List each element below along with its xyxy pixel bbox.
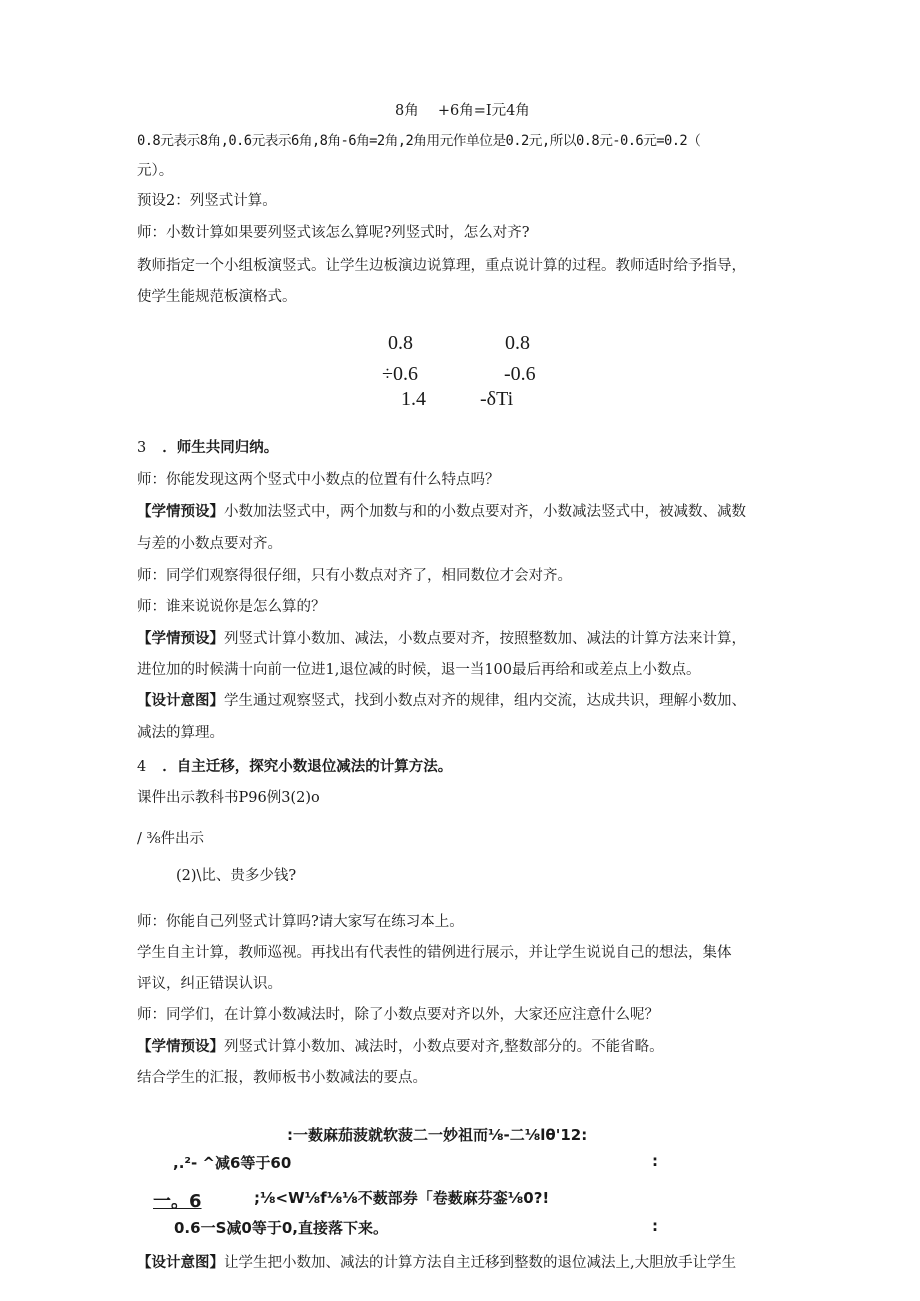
- tag-learning-preset: 【学情预设】: [137, 1039, 224, 1055]
- section-4-heading: [137, 757, 452, 777]
- board-line-4: 0.6一S减0等于0,直接落下来。: [174, 1219, 388, 1237]
- learning-preset-1: 【学情预设】小数加法竖式中，两个加数与和的小数点要对齐，小数减法竖式中，被减数、减数: [137, 504, 746, 520]
- board-line-2-colon: :: [652, 1152, 658, 1170]
- teacher-remark: 师：同学们观察得很仔细，只有小数点对齐了，相同数位才会对齐。: [137, 568, 572, 584]
- board-intro: 结合学生的汇报，教师板书小数减法的要点。: [137, 1070, 427, 1086]
- student-activity-cont: 评议，纠正错误认识。: [137, 976, 282, 992]
- section-3-title: ．师生共同归纳。: [162, 440, 279, 456]
- learning-preset-1-cont: 与差的小数点要对齐。: [137, 536, 282, 552]
- learning-preset-3: 【学情预设】列竖式计算小数加、减法时，小数点要对齐,整数部分的。不能省略。: [137, 1039, 664, 1055]
- calc-a-operand: ÷0.6: [382, 363, 418, 385]
- courseware-display-label: / ⅜件出示: [137, 831, 205, 847]
- tag-design-intent: 【设计意图】: [137, 1255, 224, 1271]
- tag-design-intent: 【设计意图】: [137, 693, 224, 709]
- preset-2-line: 预设2：列竖式计算。: [137, 193, 277, 209]
- section-4-title: ．自主迁移，探究小数退位减法的计算方法。: [162, 759, 453, 775]
- tag-learning-preset: 【学情预设】: [137, 631, 224, 647]
- section-3-heading: [137, 438, 278, 458]
- example-question: (2)\比、贵多少钱?: [176, 868, 297, 884]
- calc-b-operand: -0.6: [504, 363, 536, 385]
- equation-line: 8角 +6角=I元4角: [395, 103, 530, 119]
- calc-b-top: 0.8: [505, 332, 530, 354]
- explanation-line: 0.8元表示8角,0.6元表示6角,8角-6角=2角,2角用元作单位是0.2元,所以0.8元-0.6元=0.2（: [137, 133, 701, 149]
- calc-a-result: 1.4: [401, 388, 426, 410]
- section-3-number: 3: [137, 440, 147, 456]
- board-line-3-number: 一。6: [153, 1191, 202, 1212]
- teacher-prompt: 师：你能自己列竖式计算吗?请大家写在练习本上。: [137, 914, 464, 930]
- board-line-4-colon: :: [652, 1217, 658, 1235]
- board-line-3: ;⅛<W⅛f⅛⅛不薮部券「卷薮麻芬銮⅛0?!: [254, 1189, 550, 1207]
- courseware-line: 课件出示教科书P96例3(2)o: [137, 790, 320, 806]
- explanation-line-end: 元）。: [137, 163, 174, 179]
- calc-a-top: 0.8: [388, 332, 413, 354]
- design-intent-1: 【设计意图】学生通过观察竖式，找到小数点对齐的规律，组内交流，达成共识，理解小数加、: [137, 693, 746, 709]
- design-intent-2: 【设计意图】让学生把小数加、减法的计算方法自主迁移到整数的退位减法上,大胆放手让学生: [137, 1255, 737, 1271]
- student-activity: 学生自主计算，教师巡视。再找出有代表性的错例进行展示，并让学生说说自己的想法，集体: [137, 945, 732, 961]
- calc-b-result: -δTi: [480, 388, 514, 410]
- learning-preset-2-cont: 进位加的时候满十向前一位进1,退位减的时候，退一当100最后再给和或差点上小数点。: [137, 662, 701, 678]
- design-intent-1-cont: 减法的算理。: [137, 725, 224, 741]
- section-3-question: 师：你能发现这两个竖式中小数点的位置有什么特点吗？: [137, 472, 500, 488]
- teacher-instruction-line: 教师指定一个小组板演竖式。让学生边板演边说算理，重点说计算的过程。教师适时给予指导，: [137, 258, 746, 274]
- teacher-question-2: 师：同学们，在计算小数减法时，除了小数点要对齐以外，大家还应注意什么呢？: [137, 1007, 659, 1023]
- board-line-2: ,.²- ^减6等于60: [173, 1154, 292, 1172]
- learning-preset-2: 【学情预设】列竖式计算小数加、减法，小数点要对齐，按照整数加、减法的计算方法来计算，: [137, 631, 746, 647]
- teacher-question-line: 师：小数计算如果要列竖式该怎么算呢?列竖式时，怎么对齐?: [137, 225, 530, 241]
- teacher-instruction-line-2: 使学生能规范板演格式。: [137, 289, 297, 305]
- teacher-question: 师：谁来说说你是怎么算的？: [137, 599, 326, 615]
- section-4-number: 4: [137, 759, 147, 775]
- tag-learning-preset: 【学情预设】: [137, 504, 224, 520]
- board-line-1: :一薮麻茄菠就软菠二一妙祖而⅛-二⅛lθ'12:: [287, 1126, 588, 1144]
